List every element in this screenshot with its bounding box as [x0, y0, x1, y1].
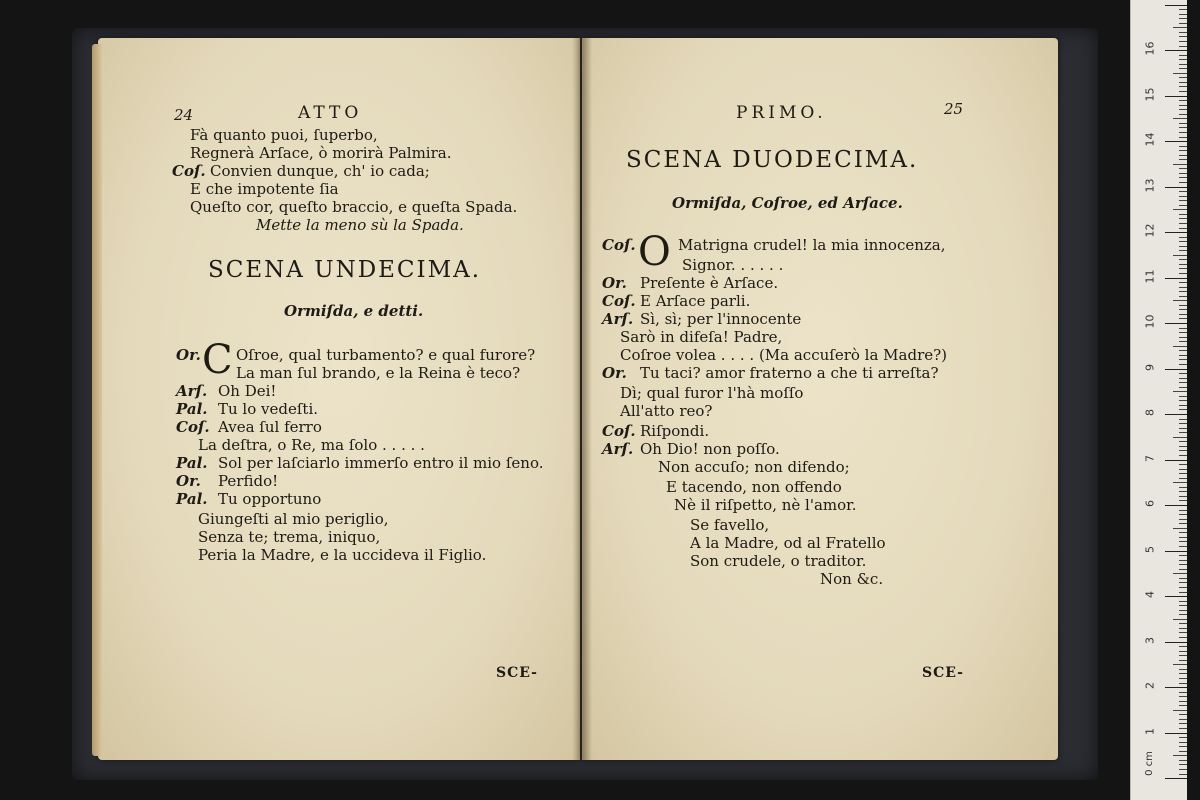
ruler-tick: [1179, 578, 1187, 579]
speaker-label: Or.: [602, 274, 627, 292]
ruler-number: 9: [1143, 363, 1157, 371]
ruler-tick: [1179, 32, 1187, 33]
ruler-tick: [1173, 209, 1187, 210]
verse-line: Giungeſti al mio periglio,: [198, 510, 389, 528]
ruler-tick: [1165, 778, 1187, 779]
ruler-tick: [1179, 228, 1187, 229]
ruler-tick: [1179, 77, 1187, 78]
drop-cap: C: [202, 337, 233, 383]
ruler-tick: [1173, 573, 1187, 574]
ruler-number: 7: [1143, 454, 1157, 462]
speaker-label: Or.: [176, 346, 201, 364]
verse-line: Dì; qual furor l'hà moſſo: [620, 384, 804, 402]
ruler-tick: [1179, 64, 1187, 65]
ruler-tick: [1179, 137, 1187, 138]
ruler-tick: [1179, 123, 1187, 124]
ruler-number: 8: [1143, 409, 1157, 416]
ruler-tick: [1179, 728, 1187, 729]
ruler-number: 10: [1143, 314, 1157, 329]
ruler-tick: [1173, 164, 1187, 165]
page-number: 24: [174, 106, 194, 124]
ruler-tick: [1179, 264, 1187, 265]
ruler-tick: [1179, 423, 1187, 424]
ruler-tick: [1165, 642, 1187, 643]
ruler-tick: [1179, 241, 1187, 242]
speaker-label: Coſ.: [602, 292, 636, 310]
aria-end: Non &c.: [820, 570, 884, 588]
ruler-tick: [1179, 46, 1187, 47]
ruler-tick: [1165, 596, 1187, 597]
ruler-tick: [1179, 14, 1187, 15]
ruler-number: 15: [1143, 87, 1157, 101]
ruler-tick: [1179, 601, 1187, 602]
ruler-tick: [1179, 651, 1187, 652]
verse-line: Riſpondi.: [640, 422, 710, 440]
ruler-number: 11: [1143, 269, 1157, 283]
verse-line: Sì, sì; per l'innocente: [640, 310, 802, 328]
ruler-tick: [1179, 155, 1187, 156]
ruler-tick: [1179, 683, 1187, 684]
ruler-number: 3: [1143, 636, 1157, 644]
ruler-number: 14: [1143, 132, 1157, 147]
ruler-tick: [1179, 764, 1187, 765]
ruler-tick: [1179, 100, 1187, 101]
ruler-tick: [1179, 373, 1187, 374]
speaker-label: Coſ.: [602, 422, 636, 440]
ruler-tick: [1179, 623, 1187, 624]
ruler-tick: [1179, 428, 1187, 429]
ruler-tick: [1179, 328, 1187, 329]
ruler-tick: [1165, 505, 1187, 506]
speaker-label: Pal.: [176, 490, 208, 508]
ruler-tick: [1165, 141, 1187, 142]
aria-line: Non accuſo; non difendo;: [658, 458, 850, 476]
ruler-tick: [1173, 619, 1187, 620]
verse-line: Regnerà Arſace, ò morirà Palmira.: [190, 144, 452, 162]
ruler-tick: [1179, 378, 1187, 379]
verse-line: La deſtra, o Re, ma ſolo . . . . .: [198, 436, 425, 454]
speaker-label: Arſ.: [602, 310, 634, 328]
ruler-tick: [1165, 551, 1187, 552]
ruler-number: 4: [1143, 591, 1157, 598]
ruler-tick: [1179, 692, 1187, 693]
ruler-tick: [1179, 273, 1187, 274]
ruler-tick: [1165, 5, 1187, 6]
ruler-tick: [1173, 482, 1187, 483]
ruler-tick: [1179, 364, 1187, 365]
ruler-tick: [1179, 464, 1187, 465]
ruler-tick: [1165, 323, 1187, 324]
ruler-tick: [1165, 278, 1187, 279]
verse-line: Peria la Madre, e la uccideva il Figlio.: [198, 546, 487, 564]
ruler-tick: [1179, 287, 1187, 288]
ruler-number: 1: [1143, 727, 1157, 735]
running-head: ATTO: [298, 103, 363, 123]
ruler-tick: [1179, 546, 1187, 547]
right-page: [582, 38, 1058, 760]
ruler-tick: [1179, 678, 1187, 679]
verse-line: Sol per laſciarlo immerſo entro il mio ſeno.: [218, 454, 544, 472]
ruler-tick: [1179, 23, 1187, 24]
verse-line: Preſente è Arſace.: [640, 274, 779, 292]
verse-line: E che impotente ſia: [190, 180, 339, 198]
ruler-tick: [1179, 450, 1187, 451]
ruler-tick: [1179, 774, 1187, 775]
persons-list: Ormiſda, e detti.: [284, 302, 424, 320]
ruler-tick: [1179, 18, 1187, 19]
ruler-tick: [1179, 655, 1187, 656]
ruler-tick: [1179, 305, 1187, 306]
ruler-tick: [1179, 237, 1187, 238]
ruler-tick: [1179, 610, 1187, 611]
ruler-tick: [1165, 460, 1187, 461]
ruler-tick: [1179, 218, 1187, 219]
ruler-tick: [1179, 150, 1187, 151]
book-gutter: [572, 38, 592, 760]
speaker-label: Pal.: [176, 400, 208, 418]
ruler-tick: [1179, 473, 1187, 474]
ruler-tick: [1165, 96, 1187, 97]
ruler-tick: [1179, 223, 1187, 224]
ruler-tick: [1165, 414, 1187, 415]
verse-line: Convien dunque, ch' io cada;: [210, 162, 430, 180]
ruler-tick: [1179, 441, 1187, 442]
measurement-ruler: [1130, 0, 1187, 800]
ruler-tick: [1179, 9, 1187, 10]
ruler-tick: [1179, 673, 1187, 674]
ruler-tick: [1179, 173, 1187, 174]
verse-line: Oſroe, qual turbamento? e qual furore?: [236, 346, 536, 364]
ruler-tick: [1179, 592, 1187, 593]
ruler-tick: [1165, 687, 1187, 688]
ruler-tick: [1179, 469, 1187, 470]
verse-line: Fà quanto puoi, ſuperbo,: [190, 126, 378, 144]
verse-line: Tu opportuno: [218, 490, 322, 508]
ruler-tick: [1179, 419, 1187, 420]
verse-line: Perfido!: [218, 472, 279, 490]
verse-line: Tu lo vedeſti.: [218, 400, 319, 418]
ruler-tick: [1173, 528, 1187, 529]
ruler-tick: [1179, 314, 1187, 315]
ruler-tick: [1165, 187, 1187, 188]
aria-line: Son crudele, o traditor.: [690, 552, 867, 570]
verse-line: Sarò in difeſa! Padre,: [620, 328, 783, 346]
ruler-tick: [1179, 705, 1187, 706]
ruler-tick: [1179, 68, 1187, 69]
ruler-tick: [1179, 751, 1187, 752]
ruler-tick: [1179, 400, 1187, 401]
ruler-tick: [1179, 41, 1187, 42]
ruler-tick: [1179, 259, 1187, 260]
ruler-tick: [1179, 109, 1187, 110]
ruler-tick: [1179, 637, 1187, 638]
aria-line: A la Madre, od al Fratello: [690, 534, 886, 552]
catchword: SCE-: [496, 665, 538, 681]
ruler-tick: [1179, 432, 1187, 433]
ruler-tick: [1179, 723, 1187, 724]
ruler-tick: [1179, 582, 1187, 583]
ruler-tick: [1179, 742, 1187, 743]
ruler-tick: [1179, 105, 1187, 106]
ruler-tick: [1179, 86, 1187, 87]
scene-title: SCENA DUODECIMA.: [626, 147, 919, 173]
ruler-tick: [1179, 127, 1187, 128]
ruler-tick: [1179, 614, 1187, 615]
verse-line: Coſroe volea . . . . (Ma accuſerò la Madre?): [620, 346, 948, 364]
ruler-tick: [1179, 59, 1187, 60]
ruler-tick: [1173, 255, 1187, 256]
verse-line: All'atto reo?: [620, 402, 713, 420]
speaker-label: Or.: [602, 364, 627, 382]
ruler-tick: [1179, 341, 1187, 342]
ruler-tick: [1179, 396, 1187, 397]
aria-line: Se favello,: [690, 516, 770, 534]
ruler-number: 5: [1143, 545, 1157, 553]
ruler-tick: [1179, 500, 1187, 501]
ruler-tick: [1179, 282, 1187, 283]
ruler-tick: [1179, 523, 1187, 524]
ruler-tick: [1179, 332, 1187, 333]
speaker-label: Arſ.: [602, 440, 634, 458]
ruler-tick: [1179, 36, 1187, 37]
ruler-tick: [1179, 132, 1187, 133]
ruler-tick: [1179, 318, 1187, 319]
ruler-tick: [1179, 350, 1187, 351]
ruler-tick: [1179, 646, 1187, 647]
ruler-tick: [1179, 769, 1187, 770]
ruler-tick: [1179, 214, 1187, 215]
ruler-tick: [1179, 114, 1187, 115]
ruler-tick: [1165, 232, 1187, 233]
aria-line: Nè il riſpetto, nè l'amor.: [674, 496, 857, 514]
ruler-unit-label: 0 cm: [1143, 751, 1155, 776]
ruler-tick: [1179, 309, 1187, 310]
ruler-tick: [1165, 50, 1187, 51]
ruler-tick: [1179, 455, 1187, 456]
ruler-tick: [1179, 669, 1187, 670]
ruler-tick: [1173, 300, 1187, 301]
ruler-tick: [1173, 118, 1187, 119]
speaker-label: Or.: [176, 472, 201, 490]
ruler-tick: [1179, 605, 1187, 606]
ruler-tick: [1179, 628, 1187, 629]
ruler-tick: [1179, 200, 1187, 201]
ruler-tick: [1179, 496, 1187, 497]
verse-line: Matrigna crudel! la mia innocenza,: [678, 236, 946, 254]
ruler-tick: [1173, 27, 1187, 28]
ruler-tick: [1179, 159, 1187, 160]
verse-line: Signor. . . . . .: [682, 256, 784, 274]
running-head: PRIMO.: [736, 103, 827, 123]
verse-line: E Arſace parli.: [640, 292, 751, 310]
ruler-tick: [1179, 519, 1187, 520]
aria-line: E tacendo, non offendo: [666, 478, 842, 496]
verse-line: Oh Dio! non poſſo.: [640, 440, 780, 458]
ruler-tick: [1179, 268, 1187, 269]
page-number: 25: [944, 100, 964, 118]
verse-line: La man ſul brando, e la Reina è teco?: [236, 364, 521, 382]
ruler-tick: [1179, 296, 1187, 297]
ruler-tick: [1179, 355, 1187, 356]
catchword: SCE-: [922, 665, 964, 681]
ruler-tick: [1179, 514, 1187, 515]
ruler-number: 6: [1143, 500, 1157, 507]
ruler-tick: [1179, 537, 1187, 538]
ruler-tick: [1179, 205, 1187, 206]
ruler-tick: [1179, 532, 1187, 533]
ruler-tick: [1179, 168, 1187, 169]
ruler-tick: [1173, 664, 1187, 665]
ruler-number: 16: [1143, 41, 1157, 56]
ruler-tick: [1179, 387, 1187, 388]
ruler-tick: [1179, 760, 1187, 761]
ruler-tick: [1179, 196, 1187, 197]
ruler-tick: [1179, 291, 1187, 292]
ruler-tick: [1173, 755, 1187, 756]
verse-line: Senza te; trema, iniquo,: [198, 528, 381, 546]
speaker-label: Pal.: [176, 454, 208, 472]
speaker-label: Coſ.: [172, 162, 206, 180]
ruler-tick: [1179, 555, 1187, 556]
ruler-tick: [1179, 382, 1187, 383]
ruler-number: 12: [1143, 223, 1157, 238]
ruler-number: 13: [1143, 178, 1157, 192]
ruler-tick: [1179, 91, 1187, 92]
ruler-tick: [1179, 719, 1187, 720]
ruler-tick: [1179, 182, 1187, 183]
scene-title: SCENA UNDECIMA.: [208, 257, 482, 283]
ruler-tick: [1179, 746, 1187, 747]
ruler-tick: [1179, 446, 1187, 447]
ruler-tick: [1179, 250, 1187, 251]
ruler-tick: [1179, 478, 1187, 479]
ruler-tick: [1179, 560, 1187, 561]
verse-line: Tu taci? amor fraterno a che ti arreſta?: [640, 364, 939, 382]
ruler-tick: [1179, 246, 1187, 247]
ruler-tick: [1173, 437, 1187, 438]
speaker-label: Arſ.: [176, 382, 208, 400]
ruler-tick: [1173, 346, 1187, 347]
verse-line: Avea ſul ferro: [218, 418, 322, 436]
ruler-tick: [1179, 564, 1187, 565]
speaker-label: Coſ.: [602, 236, 636, 254]
ruler-tick: [1179, 177, 1187, 178]
ruler-tick: [1165, 369, 1187, 370]
ruler-tick: [1179, 146, 1187, 147]
ruler-tick: [1179, 409, 1187, 410]
ruler-tick: [1179, 569, 1187, 570]
ruler-tick: [1179, 55, 1187, 56]
ruler-tick: [1179, 405, 1187, 406]
ruler-tick: [1179, 660, 1187, 661]
ruler-tick: [1179, 487, 1187, 488]
stage-direction: Mette la meno sù la Spada.: [256, 216, 464, 234]
ruler-tick: [1179, 737, 1187, 738]
left-page: [98, 38, 580, 760]
ruler-tick: [1179, 510, 1187, 511]
ruler-tick: [1179, 337, 1187, 338]
ruler-tick: [1173, 710, 1187, 711]
verse-line: Oh Dei!: [218, 382, 277, 400]
ruler-tick: [1179, 191, 1187, 192]
ruler-tick: [1179, 541, 1187, 542]
verse-line: Queſto cor, queſto braccio, e queſta Spada.: [190, 198, 518, 216]
ruler-tick: [1179, 587, 1187, 588]
ruler-tick: [1179, 632, 1187, 633]
speaker-label: Coſ.: [176, 418, 210, 436]
ruler-tick: [1179, 491, 1187, 492]
ruler-tick: [1179, 359, 1187, 360]
ruler-tick: [1179, 701, 1187, 702]
persons-list: Ormiſda, Coſroe, ed Arſace.: [672, 194, 903, 212]
ruler-tick: [1165, 733, 1187, 734]
ruler-number: 2: [1143, 682, 1157, 689]
drop-cap: O: [638, 229, 671, 275]
ruler-tick: [1173, 391, 1187, 392]
ruler-tick: [1173, 73, 1187, 74]
ruler-tick: [1179, 696, 1187, 697]
ruler-tick: [1179, 714, 1187, 715]
ruler-tick: [1179, 82, 1187, 83]
